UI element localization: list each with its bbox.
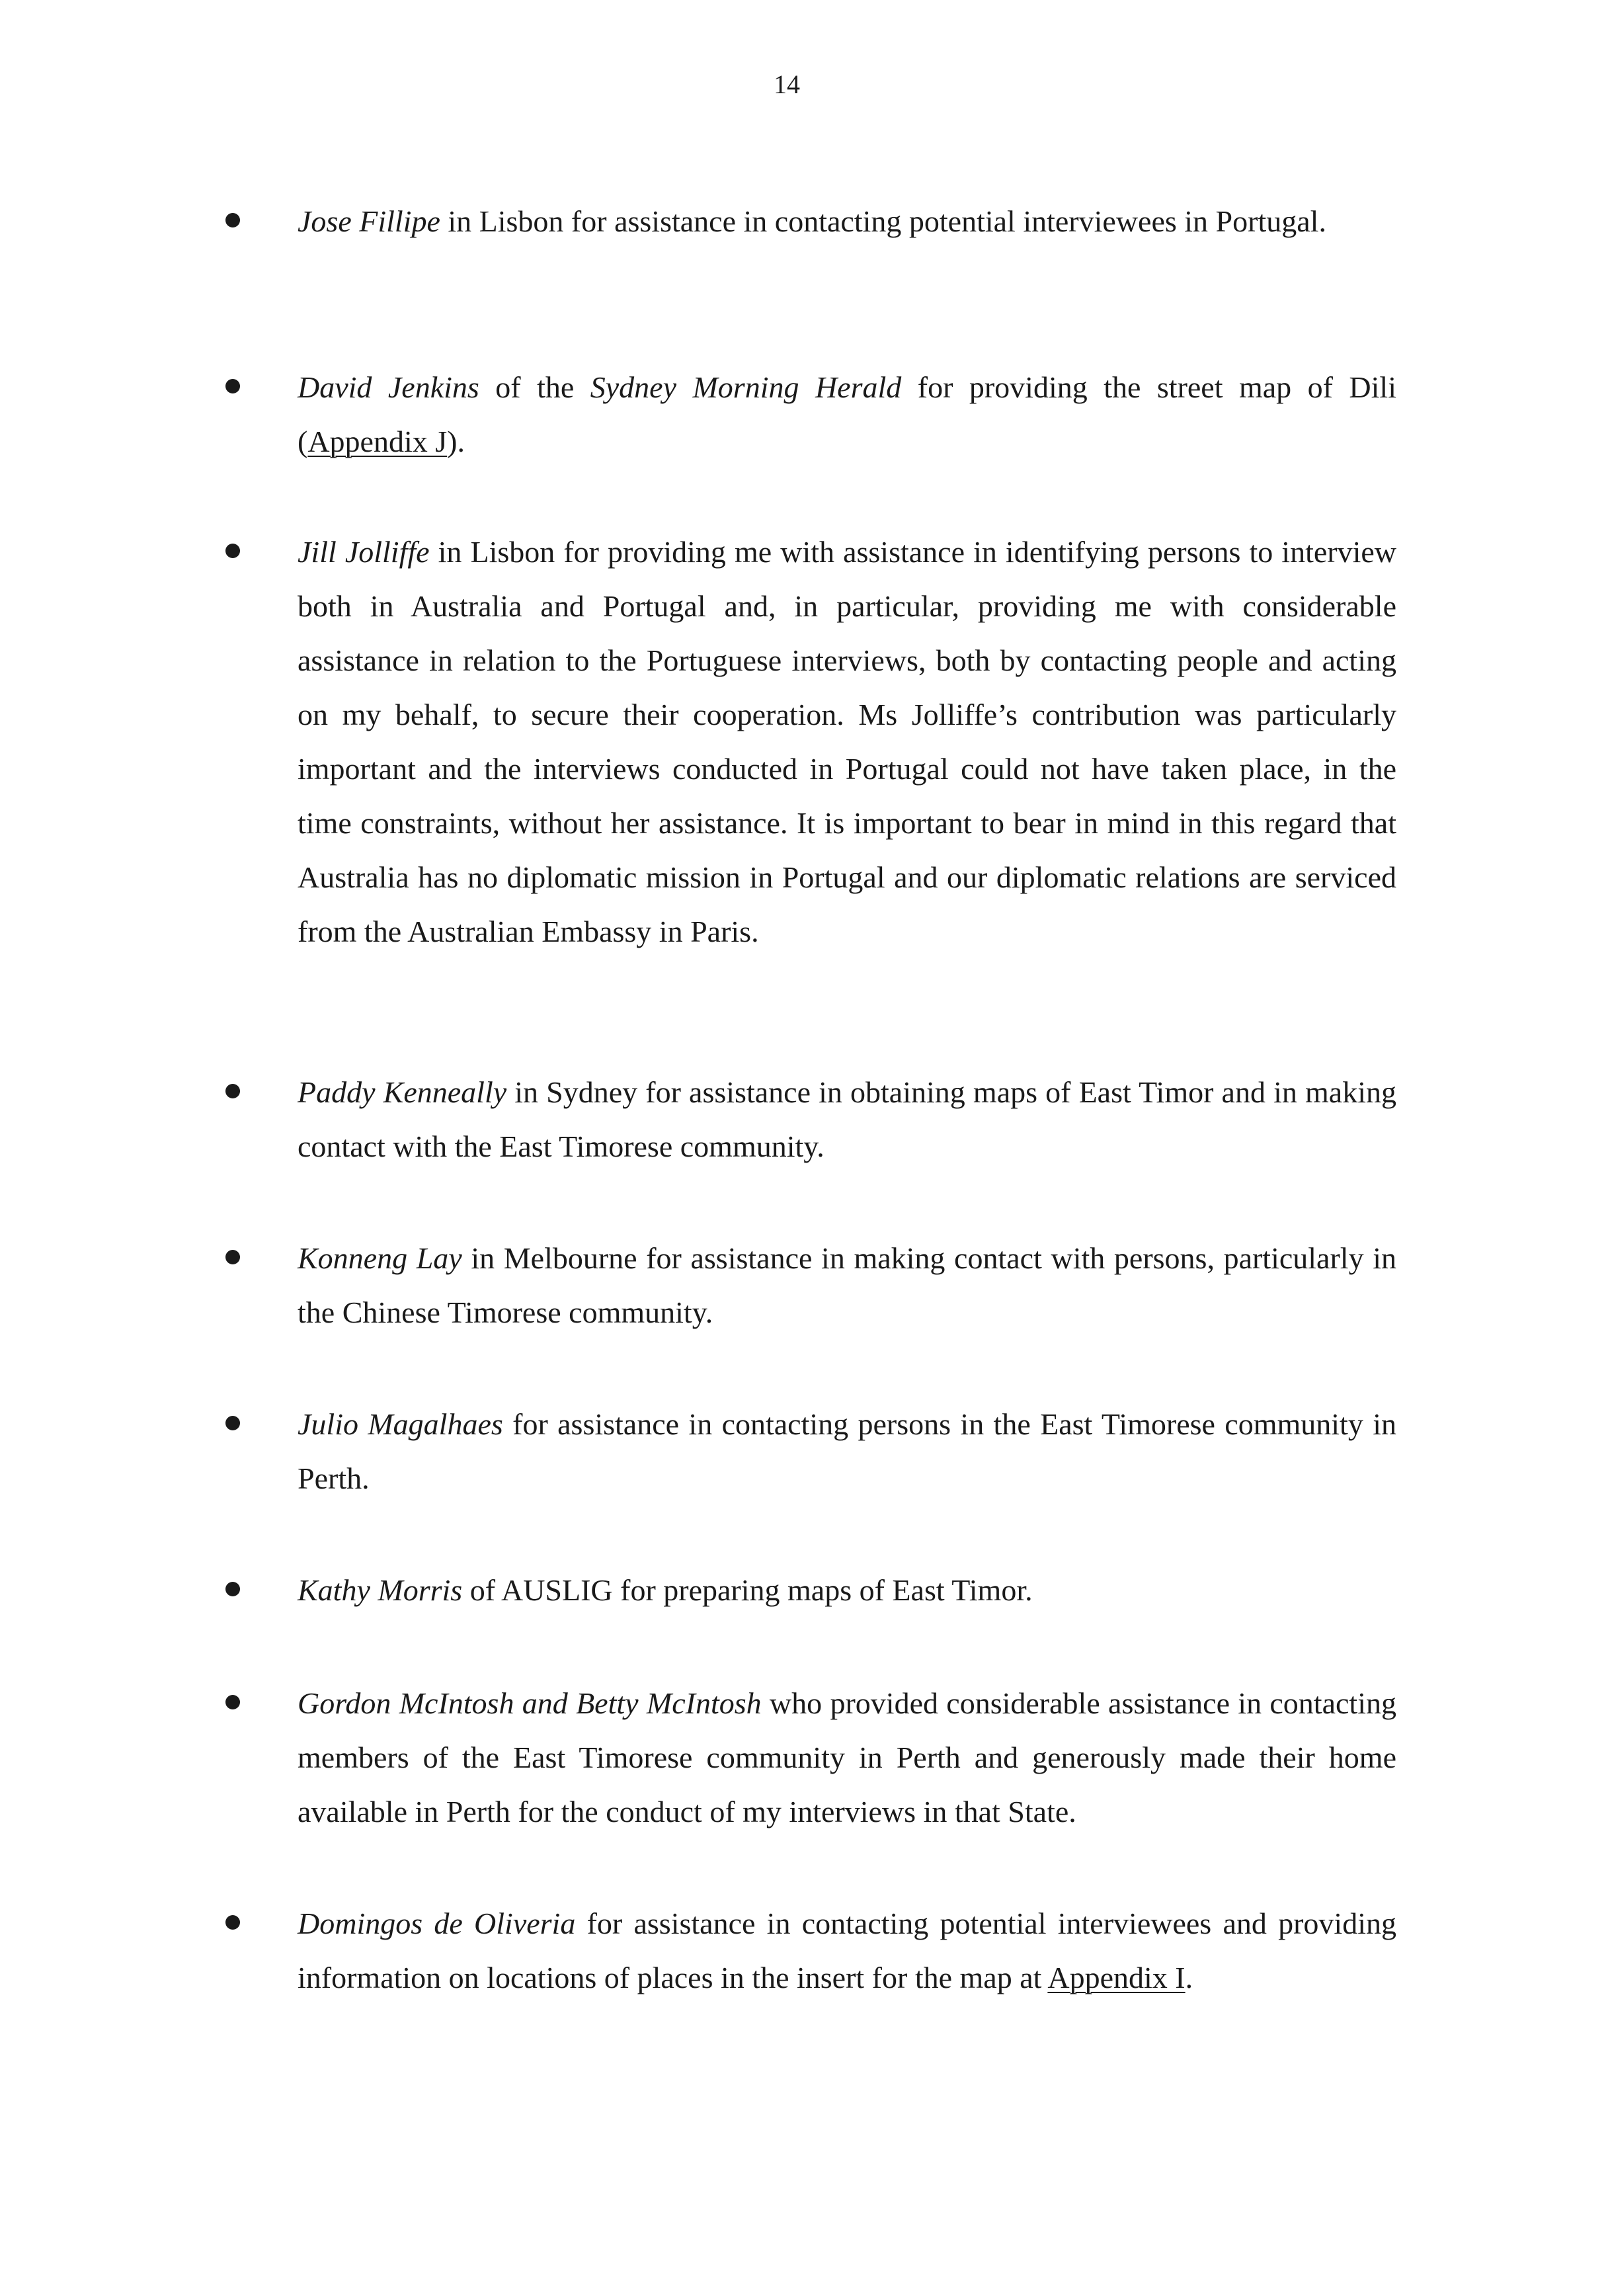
item-description: of the bbox=[479, 370, 590, 404]
page-number: 14 bbox=[774, 69, 800, 99]
person-name: Gordon McIntosh and Betty McIntosh bbox=[298, 1686, 762, 1720]
bullet-icon bbox=[225, 1582, 240, 1596]
list-item-text bbox=[298, 194, 1396, 249]
list-item-text bbox=[298, 1231, 1396, 1340]
list-item-text bbox=[298, 1897, 1396, 2005]
bullet-icon bbox=[225, 1695, 240, 1709]
bullet-icon bbox=[225, 1250, 240, 1264]
item-description-tail: . bbox=[1185, 1961, 1193, 1994]
item-description: in Lisbon for assistance in contacting potential interviewees in Portugal. bbox=[440, 204, 1326, 238]
person-name: Paddy Kenneally bbox=[298, 1075, 507, 1109]
item-description-cont: for providing the street map of Dili ( bbox=[298, 370, 1396, 458]
person-name: Domingos de Oliveria bbox=[298, 1906, 576, 1940]
list-item-text bbox=[298, 1676, 1396, 1839]
bullet-icon bbox=[225, 544, 240, 558]
person-name: Jose Fillipe bbox=[298, 204, 440, 238]
bullet-icon bbox=[225, 379, 240, 393]
person-name: Konneng Lay bbox=[298, 1241, 462, 1275]
bullet-icon bbox=[225, 1915, 240, 1930]
item-description-tail: ). bbox=[447, 425, 465, 458]
person-name: David Jenkins bbox=[298, 370, 479, 404]
bullet-icon bbox=[225, 1416, 240, 1430]
list-item-text bbox=[298, 1397, 1396, 1506]
person-name: Jill Jolliffe bbox=[298, 535, 430, 569]
item-description: in Lisbon for providing me with assistance in identifying persons to interview both in Australia and Portugal and, in particular, providing me with considerable assistance in relation to the Portuguese interviews, both by contacting people and acting on my behalf, to secure their cooperation. Ms Jolliffe’s contribution was particularly important and the interviews conducted in Portugal could not have taken place, in the time constraints, without her assistance. It is important to bear in mind in this regard that Australia has no diplomatic mission in Portugal and our diplomatic relations are serviced from the Australian Embassy in Paris. bbox=[298, 535, 1396, 948]
list-item-text bbox=[298, 1065, 1396, 1174]
item-description: of AUSLIG for preparing maps of East Timor. bbox=[462, 1573, 1033, 1607]
item-description: who provided considerable assistance in contacting members of the East Timorese community in Perth and generously made their home available in Perth for the conduct of my interviews in that State. bbox=[298, 1686, 1396, 1828]
person-name: Kathy Morris bbox=[298, 1573, 463, 1607]
person-name: Julio Magalhaes bbox=[298, 1407, 503, 1441]
list-item-text bbox=[298, 360, 1396, 469]
item-description: in Melbourne for assistance in making contact with persons, particularly in the Chinese Timorese community. bbox=[298, 1241, 1396, 1329]
item-description: for assistance in contacting potential interviewees and providing information on locations of places in the insert for the map at bbox=[298, 1906, 1396, 1994]
item-description: for assistance in contacting persons in the East Timorese community in Perth. bbox=[298, 1407, 1396, 1495]
list-item-text bbox=[298, 525, 1396, 959]
publication-name: Sydney Morning Herald bbox=[590, 370, 902, 404]
bullet-icon bbox=[225, 1084, 240, 1098]
list-item-text bbox=[298, 1563, 1396, 1618]
appendix-j-link[interactable]: Appendix J bbox=[307, 425, 448, 458]
bullet-icon bbox=[225, 213, 240, 227]
item-description: in Sydney for assistance in obtaining maps of East Timor and in making contact with the East Timorese community. bbox=[298, 1075, 1396, 1163]
appendix-i-link[interactable]: Appendix I bbox=[1047, 1961, 1186, 1994]
